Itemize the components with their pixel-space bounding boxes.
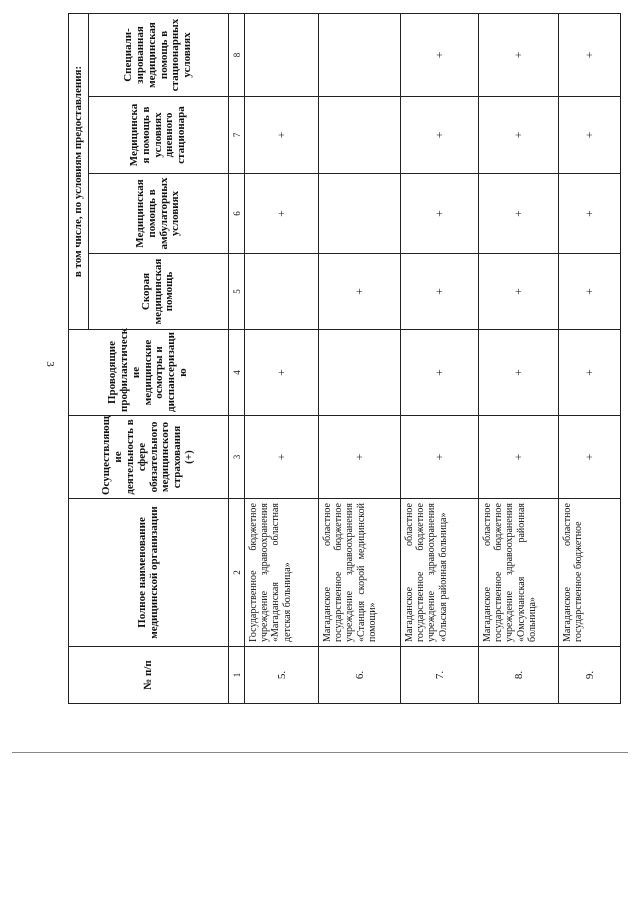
row-number: 6.: [319, 647, 401, 704]
cell-inpatient: [245, 13, 319, 96]
cell-outpatient: +: [479, 174, 559, 254]
organization-name: Государственное бюджетное учреждение здравоохранения «Магаданская областная детская больница»: [245, 499, 319, 647]
table-row: [559, 13, 621, 703]
organization-name: Магаданское областное государственное бюджетное учреждение здравоохранения «Станция скорой медицинской помощи»: [319, 499, 401, 647]
cell-ambulance: +: [401, 254, 479, 330]
header-name: Полное наименование медицинской организации: [69, 499, 229, 647]
cell-inpatient: +: [401, 13, 479, 96]
page-separator-line: [12, 752, 628, 753]
cell-dayhospital: +: [245, 97, 319, 174]
col-number: 7: [229, 97, 245, 174]
cell-inpatient: [319, 13, 401, 96]
cell-dayhospital: +: [401, 97, 479, 174]
cell-dayhospital: [319, 97, 401, 174]
header-dayhospital: Медицинска я помощь в условиях дневного стационара: [89, 97, 229, 174]
cell-ambulance: +: [319, 254, 401, 330]
cell-prof: [319, 330, 401, 416]
cell-outpatient: +: [245, 174, 319, 254]
table-row: [479, 13, 559, 703]
cell-ambulance: [245, 254, 319, 330]
row-number: 8.: [479, 647, 559, 704]
cell-ambulance: +: [479, 254, 559, 330]
header-oms: Осуществляющ ие деятельность в сфере обязательного медицинского страхования (+): [69, 416, 229, 499]
header-prof: Проводящие профилактическ ие медицинские осмотры и диспансеризаци ю: [69, 330, 229, 416]
cell-oms: +: [245, 416, 319, 499]
organization-name: Магаданское областное государственное бюджетное: [559, 499, 621, 647]
cell-oms: +: [479, 416, 559, 499]
page-number: 3: [43, 361, 56, 367]
cell-prof: +: [401, 330, 479, 416]
cell-prof: +: [479, 330, 559, 416]
medical-organizations-table: [68, 13, 621, 704]
cell-prof: +: [559, 330, 621, 416]
cell-oms: +: [319, 416, 401, 499]
cell-outpatient: [319, 174, 401, 254]
header-num: № п/п: [69, 647, 229, 704]
cell-inpatient: +: [479, 13, 559, 96]
col-number: 6: [229, 174, 245, 254]
header-group: в том числе, по условиям предоставления:: [69, 13, 89, 329]
col-number: 2: [229, 499, 245, 647]
organization-name: Магаданское областное государственное бюджетное учреждение здравоохранения «Ольская районная больница»: [401, 499, 479, 647]
cell-outpatient: +: [401, 174, 479, 254]
rotated-table-container: [68, 14, 620, 704]
cell-outpatient: +: [559, 174, 621, 254]
row-number: 7.: [401, 647, 479, 704]
row-number: 5.: [245, 647, 319, 704]
col-number: 3: [229, 416, 245, 499]
header-ambulance: Скорая медицинская помощь: [89, 254, 229, 330]
table-row: [401, 13, 479, 703]
table-row: [245, 13, 319, 703]
col-number: 8: [229, 13, 245, 96]
col-number: 1: [229, 647, 245, 704]
header-outpatient: Медицинская помощь в амбулаторных условиях: [89, 174, 229, 254]
column-number-row: [229, 13, 245, 703]
cell-prof: +: [245, 330, 319, 416]
header-inpatient: Специали- зированная медицинская помощь в стационарных условиях: [89, 13, 229, 96]
cell-ambulance: +: [559, 254, 621, 330]
cell-inpatient: +: [559, 13, 621, 96]
cell-dayhospital: +: [559, 97, 621, 174]
row-number: 9.: [559, 647, 621, 704]
cell-oms: +: [559, 416, 621, 499]
col-number: 4: [229, 330, 245, 416]
table-row: [319, 13, 401, 703]
organization-name: Магаданское областное государственное бюджетное учреждение здравоохранения «Омсукчанская районная больница»: [479, 499, 559, 647]
col-number: 5: [229, 254, 245, 330]
cell-dayhospital: +: [479, 97, 559, 174]
cell-oms: +: [401, 416, 479, 499]
